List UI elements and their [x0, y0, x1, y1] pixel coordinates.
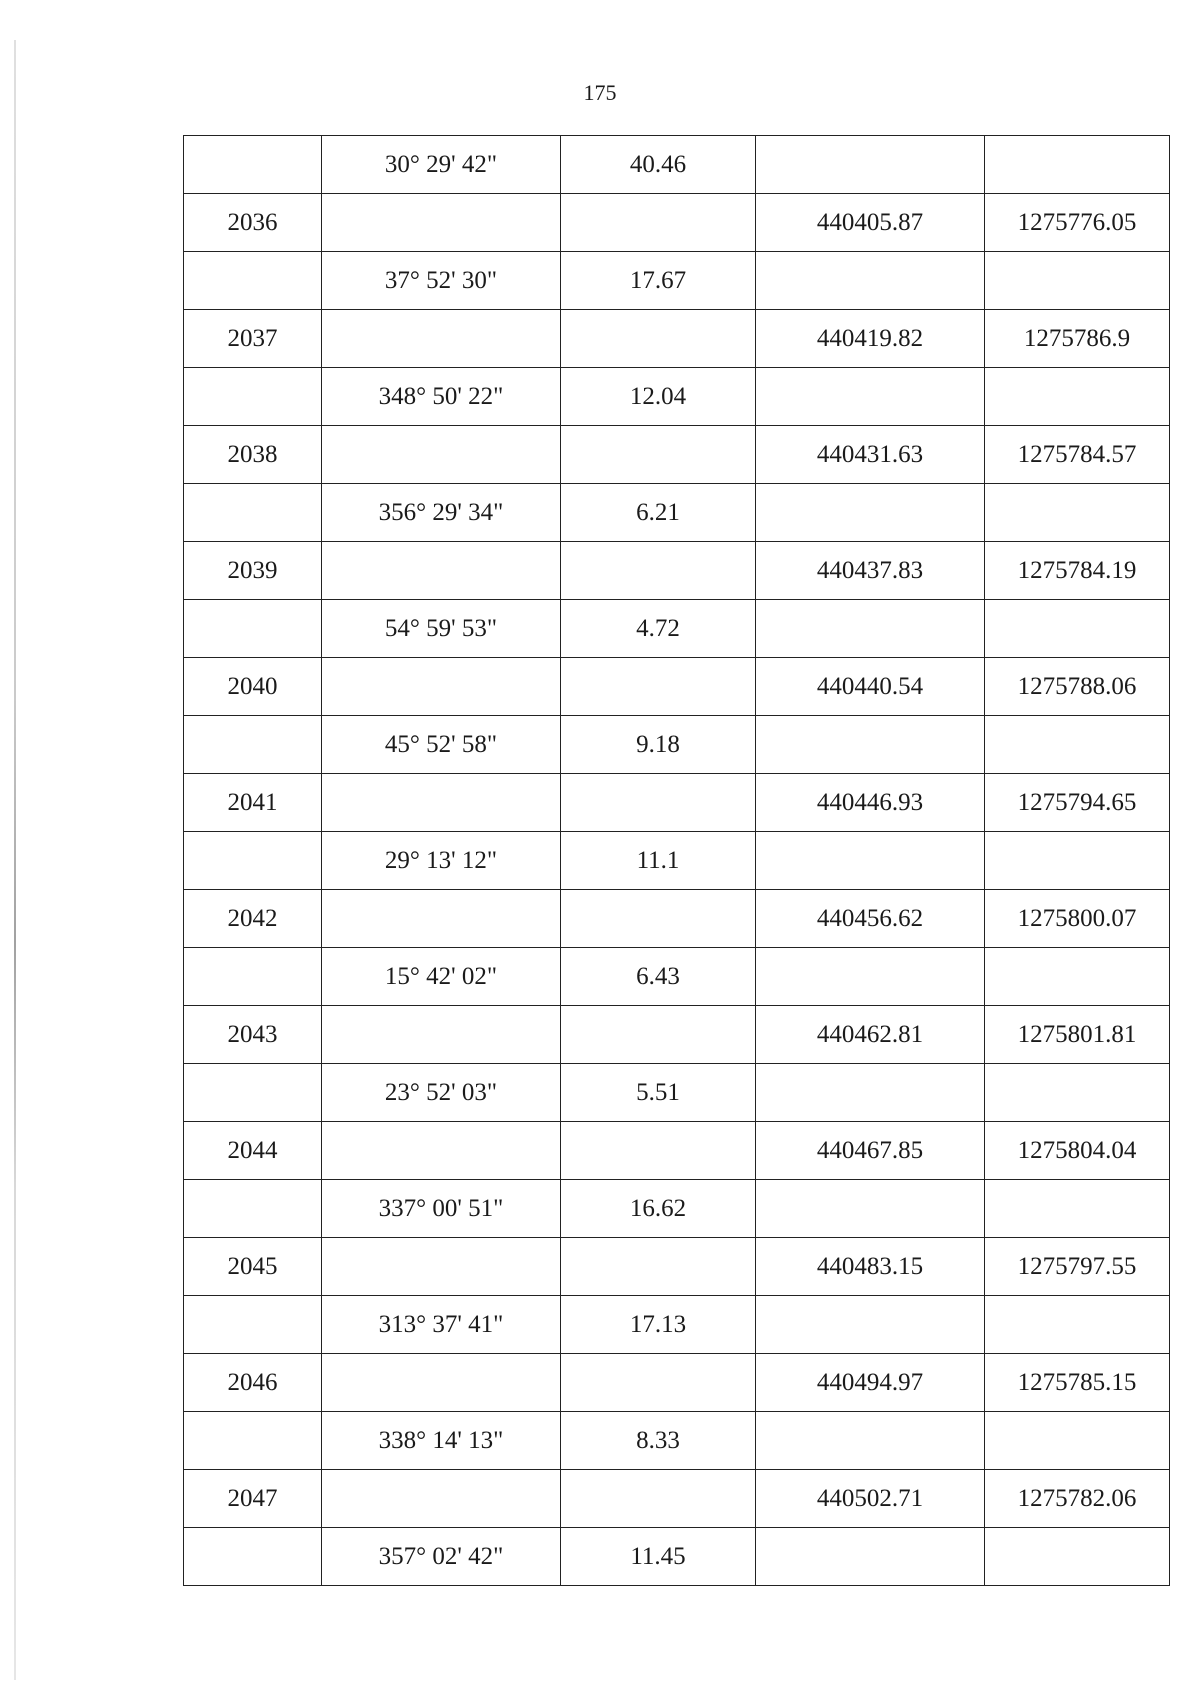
page-number: 175 — [583, 80, 617, 105]
table-row — [184, 194, 1170, 252]
point-cell — [184, 1064, 322, 1122]
bearing-cell — [322, 1354, 561, 1412]
point-cell — [184, 1412, 322, 1470]
point-cell: 2038 — [184, 426, 322, 484]
bearing-cell: 29° 13' 12" — [322, 832, 561, 890]
distance-cell — [561, 890, 756, 948]
table-row — [184, 484, 1170, 542]
table-row — [184, 1528, 1170, 1586]
table-row — [184, 1470, 1170, 1528]
bearing-cell: 45° 52' 58" — [322, 716, 561, 774]
table-row — [184, 1412, 1170, 1470]
table-row — [184, 774, 1170, 832]
northing-cell — [756, 600, 985, 658]
table-row — [184, 948, 1170, 1006]
distance-cell — [561, 542, 756, 600]
point-cell: 2047 — [184, 1470, 322, 1528]
distance-cell: 17.13 — [561, 1296, 756, 1354]
table-row — [184, 1180, 1170, 1238]
distance-cell — [561, 310, 756, 368]
distance-cell: 9.18 — [561, 716, 756, 774]
bearing-cell: 313° 37' 41" — [322, 1296, 561, 1354]
easting-cell — [985, 136, 1170, 194]
point-cell: 2039 — [184, 542, 322, 600]
bearing-cell: 30° 29' 42" — [322, 136, 561, 194]
table-row — [184, 368, 1170, 426]
point-cell: 2042 — [184, 890, 322, 948]
bearing-cell: 338° 14' 13" — [322, 1412, 561, 1470]
bearing-cell — [322, 310, 561, 368]
distance-cell — [561, 1470, 756, 1528]
bearing-cell — [322, 1470, 561, 1528]
table-row — [184, 600, 1170, 658]
northing-cell: 440437.83 — [756, 542, 985, 600]
easting-cell — [985, 716, 1170, 774]
table-row — [184, 832, 1170, 890]
easting-cell — [985, 484, 1170, 542]
point-cell: 2045 — [184, 1238, 322, 1296]
northing-cell: 440405.87 — [756, 194, 985, 252]
distance-cell — [561, 1354, 756, 1412]
easting-cell — [985, 1412, 1170, 1470]
bearing-cell — [322, 1006, 561, 1064]
northing-cell: 440467.85 — [756, 1122, 985, 1180]
northing-cell — [756, 136, 985, 194]
table-row — [184, 890, 1170, 948]
distance-cell — [561, 194, 756, 252]
northing-cell: 440456.62 — [756, 890, 985, 948]
northing-cell — [756, 1528, 985, 1586]
easting-cell — [985, 1064, 1170, 1122]
point-cell: 2037 — [184, 310, 322, 368]
point-cell: 2041 — [184, 774, 322, 832]
bearing-cell: 15° 42' 02" — [322, 948, 561, 1006]
distance-cell: 6.43 — [561, 948, 756, 1006]
table-row — [184, 1354, 1170, 1412]
distance-cell: 16.62 — [561, 1180, 756, 1238]
table-row — [184, 310, 1170, 368]
distance-cell: 6.21 — [561, 484, 756, 542]
easting-cell: 1275782.06 — [985, 1470, 1170, 1528]
northing-cell — [756, 948, 985, 1006]
distance-cell — [561, 658, 756, 716]
bearing-cell — [322, 542, 561, 600]
distance-cell: 11.1 — [561, 832, 756, 890]
bearing-cell — [322, 658, 561, 716]
distance-cell: 8.33 — [561, 1412, 756, 1470]
distance-cell: 12.04 — [561, 368, 756, 426]
point-cell — [184, 484, 322, 542]
table-row — [184, 542, 1170, 600]
point-cell — [184, 368, 322, 426]
table-row — [184, 136, 1170, 194]
easting-cell — [985, 252, 1170, 310]
easting-cell: 1275804.04 — [985, 1122, 1170, 1180]
easting-cell — [985, 368, 1170, 426]
table-row — [184, 1006, 1170, 1064]
bearing-cell: 348° 50' 22" — [322, 368, 561, 426]
bearing-cell — [322, 1122, 561, 1180]
easting-cell: 1275785.15 — [985, 1354, 1170, 1412]
northing-cell: 440419.82 — [756, 310, 985, 368]
bearing-cell: 37° 52' 30" — [322, 252, 561, 310]
easting-cell: 1275801.81 — [985, 1006, 1170, 1064]
point-cell — [184, 1528, 322, 1586]
easting-cell: 1275784.19 — [985, 542, 1170, 600]
table-row — [184, 1296, 1170, 1354]
bearing-cell — [322, 774, 561, 832]
easting-cell — [985, 1528, 1170, 1586]
table-row — [184, 658, 1170, 716]
point-cell — [184, 948, 322, 1006]
table-row — [184, 1238, 1170, 1296]
northing-cell — [756, 1296, 985, 1354]
point-cell: 2040 — [184, 658, 322, 716]
northing-cell — [756, 1064, 985, 1122]
bearing-cell: 357° 02' 42" — [322, 1528, 561, 1586]
northing-cell — [756, 716, 985, 774]
northing-cell — [756, 1412, 985, 1470]
table-row — [184, 1064, 1170, 1122]
point-cell — [184, 600, 322, 658]
easting-cell — [985, 948, 1170, 1006]
easting-cell: 1275776.05 — [985, 194, 1170, 252]
easting-cell — [985, 600, 1170, 658]
easting-cell — [985, 1180, 1170, 1238]
northing-cell — [756, 252, 985, 310]
distance-cell: 5.51 — [561, 1064, 756, 1122]
northing-cell: 440462.81 — [756, 1006, 985, 1064]
northing-cell: 440446.93 — [756, 774, 985, 832]
distance-cell: 17.67 — [561, 252, 756, 310]
distance-cell — [561, 1006, 756, 1064]
northing-cell: 440483.15 — [756, 1238, 985, 1296]
distance-cell — [561, 426, 756, 484]
table-row — [184, 716, 1170, 774]
point-cell — [184, 832, 322, 890]
point-cell: 2036 — [184, 194, 322, 252]
distance-cell — [561, 1122, 756, 1180]
point-cell — [184, 716, 322, 774]
easting-cell: 1275794.65 — [985, 774, 1170, 832]
easting-cell — [985, 832, 1170, 890]
point-cell — [184, 1180, 322, 1238]
northing-cell — [756, 1180, 985, 1238]
point-cell — [184, 136, 322, 194]
bearing-cell: 337° 00' 51" — [322, 1180, 561, 1238]
bearing-cell — [322, 890, 561, 948]
easting-cell: 1275784.57 — [985, 426, 1170, 484]
point-cell — [184, 252, 322, 310]
distance-cell: 11.45 — [561, 1528, 756, 1586]
easting-cell: 1275797.55 — [985, 1238, 1170, 1296]
survey-table — [183, 135, 1170, 1586]
point-cell — [184, 1296, 322, 1354]
distance-cell: 4.72 — [561, 600, 756, 658]
bearing-cell — [322, 194, 561, 252]
northing-cell: 440502.71 — [756, 1470, 985, 1528]
northing-cell: 440431.63 — [756, 426, 985, 484]
survey-table-body — [184, 136, 1170, 1586]
northing-cell — [756, 484, 985, 542]
easting-cell: 1275800.07 — [985, 890, 1170, 948]
binding-edge-shadow — [14, 40, 16, 1680]
northing-cell: 440494.97 — [756, 1354, 985, 1412]
northing-cell: 440440.54 — [756, 658, 985, 716]
table-row — [184, 252, 1170, 310]
bearing-cell: 356° 29' 34" — [322, 484, 561, 542]
distance-cell: 40.46 — [561, 136, 756, 194]
northing-cell — [756, 832, 985, 890]
bearing-cell: 54° 59' 53" — [322, 600, 561, 658]
northing-cell — [756, 368, 985, 426]
point-cell: 2046 — [184, 1354, 322, 1412]
distance-cell — [561, 1238, 756, 1296]
table-row — [184, 1122, 1170, 1180]
bearing-cell: 23° 52' 03" — [322, 1064, 561, 1122]
easting-cell — [985, 1296, 1170, 1354]
easting-cell: 1275788.06 — [985, 658, 1170, 716]
easting-cell: 1275786.9 — [985, 310, 1170, 368]
table-row — [184, 426, 1170, 484]
point-cell: 2044 — [184, 1122, 322, 1180]
bearing-cell — [322, 1238, 561, 1296]
point-cell: 2043 — [184, 1006, 322, 1064]
distance-cell — [561, 774, 756, 832]
bearing-cell — [322, 426, 561, 484]
